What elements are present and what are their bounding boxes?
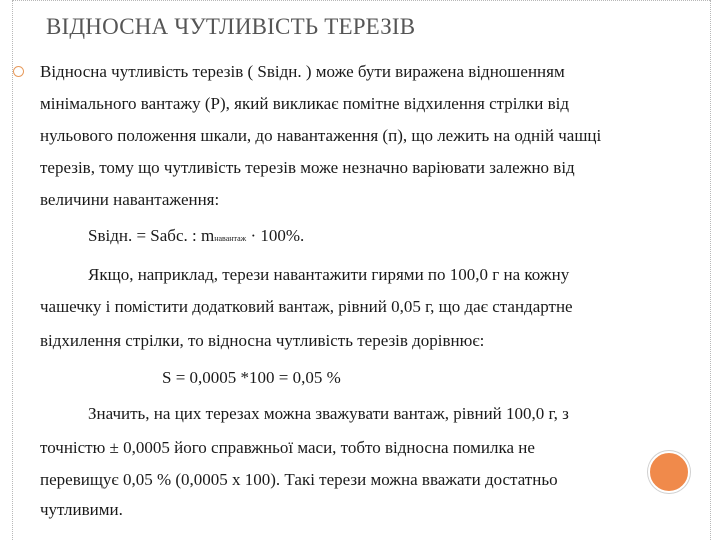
paragraph1-line1: Відносна чутливість терезів ( Sвідн. ) може бути виражена відношенням [40,62,565,81]
paragraph1-line4: терезів, тому що чутливість терезів може незначно варіювати залежно від [40,158,575,177]
formula-relative-sensitivity [88,226,304,249]
paragraph1-line2: мінімального вантажу (Р), який викликає помітне відхилення стрілки від [40,94,570,113]
frame-right-border [710,0,712,540]
formula-calculation: S = 0,0005 *100 = 0,05 % [162,368,341,387]
formula-main: Sвідн. = Sабс. : m [88,226,215,245]
paragraph3-line4: чутливими. [40,500,123,519]
paragraph2-line2: чашечку і помістити додатковий вантаж, рівний 0,05 г, що дає стандартне [40,297,573,316]
paragraph2-line3: відхилення стрілки, то відносна чутливість терезів дорівнює: [40,331,485,350]
frame-left-border [12,0,14,540]
paragraph3-line1: Значить, на цих терезах можна зважувати вантаж, рівний 100,0 г, з [88,404,569,423]
formula-tail: · 100%. [246,226,305,245]
slide-title: ВІДНОСНА ЧУТЛИВІСТЬ ТЕРЕЗІВ [46,14,416,39]
paragraph3-line3: перевищує 0,05 % (0,0005 х 100). Такі терези можна вважати достатньо [40,470,558,489]
bullet-circle-icon [13,66,24,77]
paragraph1-line3: нульового положення шкали, до навантаження (п), що лежить на одній чашці [40,126,602,145]
paragraph2-line1: Якщо, наприклад, терези навантажити гирями по 100,0 г на кожну [88,265,570,284]
frame-top-border [12,0,710,2]
formula-subscript: навантаж [214,234,247,243]
decorative-circle [648,451,690,493]
paragraph3-line2: точністю ± 0,0005 його справжньої маси, тобто відносна помилка не [40,438,535,457]
paragraph1-line5: величини навантаження: [40,190,220,209]
